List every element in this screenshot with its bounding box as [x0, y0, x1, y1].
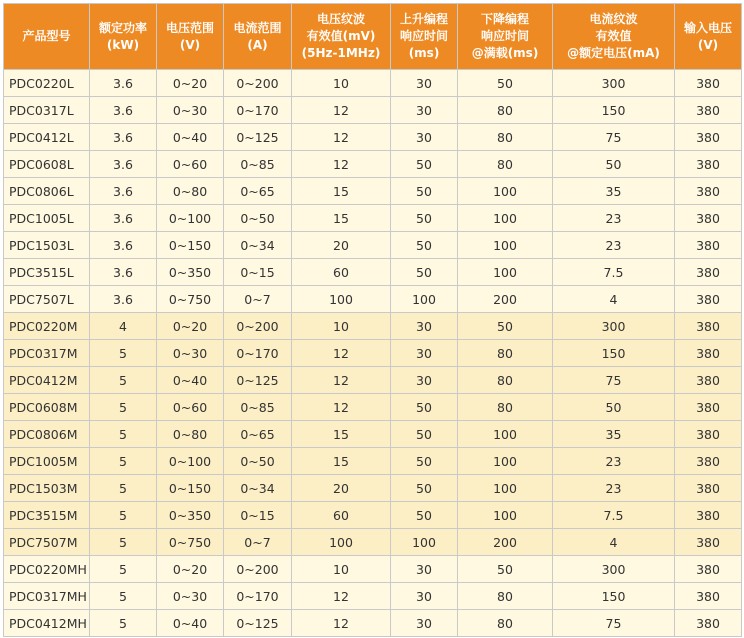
cell-voltage-ripple: 12: [292, 394, 391, 421]
header-current-range: [224, 4, 292, 70]
header-voltage-range: [157, 4, 224, 70]
cell-fall-response-time: 100: [458, 421, 553, 448]
cell-model: PDC1005L: [4, 205, 90, 232]
cell-rated-power: 5: [90, 610, 157, 637]
cell-current-ripple: 23: [553, 232, 675, 259]
cell-current-ripple: 300: [553, 556, 675, 583]
cell-rated-power: 3.6: [90, 205, 157, 232]
header-line: (A): [247, 37, 268, 52]
cell-rise-response-time: 30: [391, 313, 458, 340]
table-row: [4, 610, 742, 637]
table-row: [4, 583, 742, 610]
cell-voltage-range: 0~150: [157, 475, 224, 502]
cell-current-ripple: 50: [553, 151, 675, 178]
cell-voltage-ripple: 12: [292, 610, 391, 637]
table-row: [4, 556, 742, 583]
cell-voltage-range: 0~750: [157, 529, 224, 556]
cell-model: PDC0412MH: [4, 610, 90, 637]
cell-voltage-range: 0~750: [157, 286, 224, 313]
header-line: (5Hz-1MHz): [301, 46, 381, 60]
cell-voltage-range: 0~150: [157, 232, 224, 259]
cell-fall-response-time: 80: [458, 394, 553, 421]
cell-current-ripple: 4: [553, 286, 675, 313]
table-row: [4, 340, 742, 367]
cell-rise-response-time: 50: [391, 502, 458, 529]
cell-input-voltage: 380: [675, 286, 742, 313]
header-rise-response-time: [391, 4, 458, 70]
cell-rated-power: 5: [90, 394, 157, 421]
cell-voltage-range: 0~30: [157, 340, 224, 367]
cell-current-ripple: 75: [553, 610, 675, 637]
cell-rated-power: 3.6: [90, 97, 157, 124]
spec-table: [3, 3, 742, 637]
cell-voltage-range: 0~60: [157, 394, 224, 421]
cell-input-voltage: 380: [675, 97, 742, 124]
table-row: [4, 448, 742, 475]
cell-voltage-range: 0~20: [157, 70, 224, 97]
cell-current-ripple: 300: [553, 70, 675, 97]
cell-current-range: 0~200: [224, 70, 292, 97]
cell-voltage-ripple: 15: [292, 448, 391, 475]
header-line: (kW): [106, 37, 140, 52]
cell-rise-response-time: 50: [391, 232, 458, 259]
cell-rise-response-time: 30: [391, 97, 458, 124]
cell-voltage-ripple: 10: [292, 313, 391, 340]
table-row: [4, 286, 742, 313]
cell-rated-power: 3.6: [90, 70, 157, 97]
cell-voltage-range: 0~350: [157, 502, 224, 529]
table-row: [4, 70, 742, 97]
cell-rated-power: 3.6: [90, 124, 157, 151]
table-row: [4, 124, 742, 151]
cell-voltage-ripple: 60: [292, 259, 391, 286]
cell-fall-response-time: 50: [458, 313, 553, 340]
header-line: 电压范围: [165, 20, 214, 35]
header-line: (ms): [408, 46, 440, 60]
cell-current-range: 0~34: [224, 475, 292, 502]
cell-model: PDC1005M: [4, 448, 90, 475]
cell-input-voltage: 380: [675, 124, 742, 151]
cell-voltage-ripple: 12: [292, 151, 391, 178]
cell-voltage-range: 0~60: [157, 151, 224, 178]
table-body: [4, 70, 742, 637]
cell-voltage-ripple: 100: [292, 529, 391, 556]
cell-model: PDC3515L: [4, 259, 90, 286]
cell-current-ripple: 7.5: [553, 259, 675, 286]
header-model: [4, 4, 90, 70]
table-row: [4, 259, 742, 286]
table-row: [4, 502, 742, 529]
header-line: @额定电压(mA): [567, 46, 660, 60]
header-line: (V): [697, 37, 719, 52]
table-row: [4, 529, 742, 556]
cell-input-voltage: 380: [675, 556, 742, 583]
cell-voltage-ripple: 100: [292, 286, 391, 313]
header-fall-response-time: [458, 4, 553, 70]
cell-voltage-ripple: 12: [292, 97, 391, 124]
cell-rated-power: 3.6: [90, 286, 157, 313]
table-row: [4, 178, 742, 205]
cell-voltage-ripple: 20: [292, 475, 391, 502]
cell-input-voltage: 380: [675, 367, 742, 394]
cell-fall-response-time: 100: [458, 259, 553, 286]
cell-input-voltage: 380: [675, 394, 742, 421]
cell-rise-response-time: 50: [391, 259, 458, 286]
header-line: 有效值: [595, 29, 632, 43]
cell-voltage-range: 0~20: [157, 556, 224, 583]
header-rated-power: [90, 4, 157, 70]
header-line: 下降编程: [480, 12, 529, 26]
cell-current-ripple: 23: [553, 205, 675, 232]
cell-fall-response-time: 80: [458, 124, 553, 151]
table-row: [4, 232, 742, 259]
cell-current-ripple: 35: [553, 421, 675, 448]
cell-rated-power: 5: [90, 529, 157, 556]
table-row: [4, 313, 742, 340]
cell-input-voltage: 380: [675, 448, 742, 475]
cell-fall-response-time: 100: [458, 232, 553, 259]
cell-input-voltage: 380: [675, 151, 742, 178]
cell-rated-power: 5: [90, 367, 157, 394]
cell-rated-power: 3.6: [90, 232, 157, 259]
cell-model: PDC0806M: [4, 421, 90, 448]
cell-fall-response-time: 100: [458, 502, 553, 529]
header-current-ripple: [553, 4, 675, 70]
cell-input-voltage: 380: [675, 259, 742, 286]
cell-rise-response-time: 50: [391, 205, 458, 232]
cell-rise-response-time: 50: [391, 448, 458, 475]
cell-model: PDC0220MH: [4, 556, 90, 583]
cell-input-voltage: 380: [675, 529, 742, 556]
cell-rated-power: 5: [90, 583, 157, 610]
header-voltage-ripple: [292, 4, 391, 70]
cell-model: PDC0317M: [4, 340, 90, 367]
cell-current-range: 0~50: [224, 205, 292, 232]
cell-rise-response-time: 30: [391, 367, 458, 394]
cell-voltage-ripple: 15: [292, 205, 391, 232]
cell-rated-power: 5: [90, 340, 157, 367]
table-row: [4, 394, 742, 421]
cell-voltage-range: 0~20: [157, 313, 224, 340]
cell-input-voltage: 380: [675, 475, 742, 502]
cell-voltage-ripple: 20: [292, 232, 391, 259]
header-line: 电流范围: [233, 20, 282, 35]
cell-input-voltage: 380: [675, 205, 742, 232]
cell-rated-power: 3.6: [90, 151, 157, 178]
cell-current-ripple: 50: [553, 394, 675, 421]
cell-rated-power: 5: [90, 556, 157, 583]
cell-rated-power: 5: [90, 502, 157, 529]
cell-voltage-range: 0~100: [157, 205, 224, 232]
cell-voltage-range: 0~40: [157, 610, 224, 637]
cell-model: PDC7507L: [4, 286, 90, 313]
cell-model: PDC0608L: [4, 151, 90, 178]
cell-rise-response-time: 100: [391, 529, 458, 556]
cell-fall-response-time: 50: [458, 556, 553, 583]
cell-model: PDC3515M: [4, 502, 90, 529]
cell-current-range: 0~7: [224, 529, 292, 556]
table-row: [4, 367, 742, 394]
cell-voltage-ripple: 15: [292, 421, 391, 448]
cell-input-voltage: 380: [675, 70, 742, 97]
cell-voltage-range: 0~30: [157, 97, 224, 124]
cell-current-ripple: 150: [553, 97, 675, 124]
cell-rise-response-time: 50: [391, 394, 458, 421]
cell-current-ripple: 35: [553, 178, 675, 205]
cell-voltage-range: 0~100: [157, 448, 224, 475]
cell-rise-response-time: 100: [391, 286, 458, 313]
cell-current-range: 0~85: [224, 394, 292, 421]
cell-voltage-ripple: 12: [292, 124, 391, 151]
header-line: @满载(ms): [471, 46, 539, 60]
cell-rise-response-time: 50: [391, 151, 458, 178]
table-row: [4, 475, 742, 502]
cell-voltage-ripple: 10: [292, 70, 391, 97]
cell-fall-response-time: 80: [458, 610, 553, 637]
cell-current-range: 0~200: [224, 313, 292, 340]
cell-voltage-ripple: 10: [292, 556, 391, 583]
cell-input-voltage: 380: [675, 502, 742, 529]
cell-current-ripple: 23: [553, 475, 675, 502]
cell-voltage-range: 0~30: [157, 583, 224, 610]
cell-model: PDC0220M: [4, 313, 90, 340]
cell-input-voltage: 380: [675, 340, 742, 367]
cell-current-ripple: 75: [553, 367, 675, 394]
cell-rated-power: 5: [90, 448, 157, 475]
cell-model: PDC0220L: [4, 70, 90, 97]
cell-voltage-range: 0~80: [157, 421, 224, 448]
header-input-voltage: [675, 4, 742, 70]
cell-current-ripple: 4: [553, 529, 675, 556]
cell-current-range: 0~15: [224, 259, 292, 286]
cell-rise-response-time: 50: [391, 178, 458, 205]
spec-table-container: [3, 3, 741, 637]
header-line: 产品型号: [22, 29, 71, 43]
cell-model: PDC0806L: [4, 178, 90, 205]
cell-fall-response-time: 100: [458, 448, 553, 475]
cell-voltage-ripple: 15: [292, 178, 391, 205]
cell-current-range: 0~7: [224, 286, 292, 313]
cell-rise-response-time: 30: [391, 340, 458, 367]
header-line: 上升编程: [399, 12, 448, 26]
cell-current-range: 0~170: [224, 97, 292, 124]
cell-rated-power: 3.6: [90, 178, 157, 205]
cell-rise-response-time: 30: [391, 583, 458, 610]
cell-rise-response-time: 30: [391, 556, 458, 583]
table-row: [4, 97, 742, 124]
cell-fall-response-time: 80: [458, 151, 553, 178]
cell-current-range: 0~200: [224, 556, 292, 583]
table-row: [4, 151, 742, 178]
header-row: [4, 4, 742, 70]
cell-rise-response-time: 50: [391, 475, 458, 502]
cell-input-voltage: 380: [675, 232, 742, 259]
cell-current-range: 0~15: [224, 502, 292, 529]
cell-rise-response-time: 30: [391, 124, 458, 151]
cell-model: PDC1503L: [4, 232, 90, 259]
header-line: 电压纹波: [316, 12, 365, 26]
cell-current-range: 0~125: [224, 124, 292, 151]
table-row: [4, 421, 742, 448]
cell-fall-response-time: 100: [458, 475, 553, 502]
cell-current-ripple: 150: [553, 583, 675, 610]
cell-rated-power: 5: [90, 475, 157, 502]
cell-fall-response-time: 80: [458, 583, 553, 610]
cell-model: PDC0608M: [4, 394, 90, 421]
cell-rated-power: 4: [90, 313, 157, 340]
cell-rise-response-time: 30: [391, 610, 458, 637]
cell-input-voltage: 380: [675, 313, 742, 340]
cell-model: PDC1503M: [4, 475, 90, 502]
cell-voltage-range: 0~350: [157, 259, 224, 286]
cell-rated-power: 5: [90, 421, 157, 448]
cell-current-ripple: 300: [553, 313, 675, 340]
cell-voltage-range: 0~80: [157, 178, 224, 205]
cell-current-range: 0~50: [224, 448, 292, 475]
cell-fall-response-time: 100: [458, 178, 553, 205]
cell-input-voltage: 380: [675, 583, 742, 610]
cell-fall-response-time: 80: [458, 340, 553, 367]
cell-model: PDC7507M: [4, 529, 90, 556]
cell-voltage-ripple: 12: [292, 340, 391, 367]
cell-current-range: 0~170: [224, 583, 292, 610]
cell-current-ripple: 150: [553, 340, 675, 367]
cell-voltage-range: 0~40: [157, 124, 224, 151]
cell-current-range: 0~65: [224, 178, 292, 205]
cell-fall-response-time: 80: [458, 97, 553, 124]
table-row: [4, 205, 742, 232]
cell-voltage-ripple: 60: [292, 502, 391, 529]
cell-rise-response-time: 50: [391, 421, 458, 448]
header-line: 额定功率: [98, 20, 147, 35]
cell-fall-response-time: 100: [458, 205, 553, 232]
cell-fall-response-time: 200: [458, 286, 553, 313]
header-line: 输入电压: [683, 20, 732, 35]
cell-fall-response-time: 200: [458, 529, 553, 556]
cell-current-range: 0~170: [224, 340, 292, 367]
cell-fall-response-time: 80: [458, 367, 553, 394]
cell-input-voltage: 380: [675, 178, 742, 205]
cell-rise-response-time: 30: [391, 70, 458, 97]
header-line: 响应时间: [480, 29, 529, 43]
cell-current-range: 0~34: [224, 232, 292, 259]
cell-current-range: 0~85: [224, 151, 292, 178]
cell-model: PDC0317MH: [4, 583, 90, 610]
cell-rated-power: 3.6: [90, 259, 157, 286]
header-line: (V): [179, 37, 201, 52]
cell-current-ripple: 23: [553, 448, 675, 475]
cell-current-range: 0~125: [224, 367, 292, 394]
cell-fall-response-time: 50: [458, 70, 553, 97]
cell-model: PDC0317L: [4, 97, 90, 124]
cell-current-ripple: 75: [553, 124, 675, 151]
cell-model: PDC0412M: [4, 367, 90, 394]
header-line: 电流纹波: [589, 12, 638, 26]
cell-current-range: 0~125: [224, 610, 292, 637]
cell-input-voltage: 380: [675, 610, 742, 637]
cell-voltage-ripple: 12: [292, 583, 391, 610]
cell-voltage-range: 0~40: [157, 367, 224, 394]
header-line: 响应时间: [399, 29, 448, 43]
header-line: 有效值(mV): [306, 29, 376, 43]
cell-input-voltage: 380: [675, 421, 742, 448]
cell-model: PDC0412L: [4, 124, 90, 151]
cell-current-ripple: 7.5: [553, 502, 675, 529]
cell-current-range: 0~65: [224, 421, 292, 448]
cell-voltage-ripple: 12: [292, 367, 391, 394]
